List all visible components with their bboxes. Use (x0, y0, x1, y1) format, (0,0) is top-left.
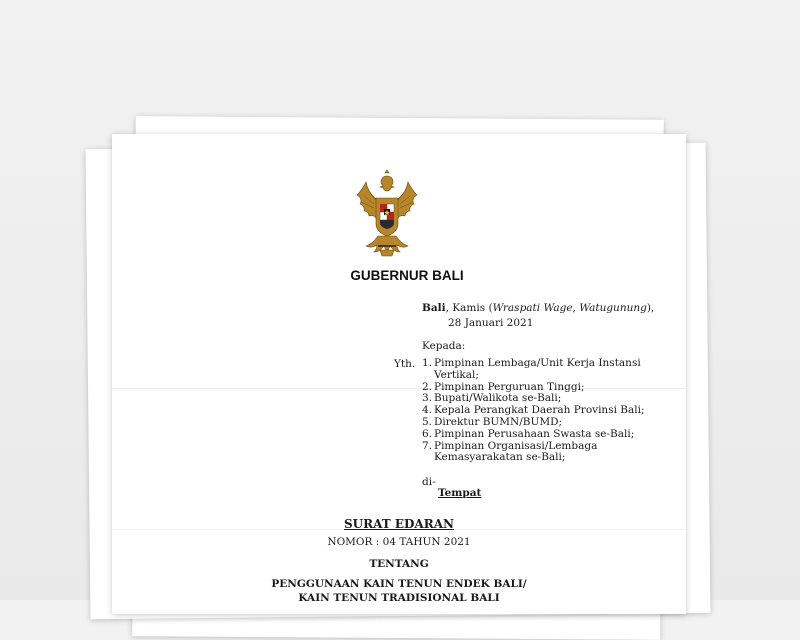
item-text: Pimpinan Perusahaan Swasta se-Bali; (434, 427, 635, 440)
garuda-emblem-icon (356, 170, 418, 262)
list-item (422, 441, 645, 465)
circular-about: TENTANG (369, 558, 429, 570)
circular-subject-line-2: KAIN TENUN TRADISIONAL BALI (298, 592, 500, 604)
circular-title: SURAT EDARAN (344, 517, 454, 531)
date-suffix: ), (646, 302, 655, 314)
item-text: Pimpinan Lembaga/Unit Kerja Instansi (434, 357, 641, 369)
item-number: 7. (422, 439, 433, 452)
tempat-label: Tempat (438, 487, 482, 499)
place-name: Bali (422, 302, 446, 314)
item-number: 1. (422, 357, 433, 369)
kepada-label: Kepada: (422, 340, 466, 352)
item-number: 2. (422, 380, 433, 393)
recipient-list (422, 358, 645, 464)
item-text: Pimpinan Perguruan Tinggi; (434, 380, 585, 393)
letterhead-title: GUBERNUR BALI (350, 268, 464, 283)
date-prefix: , Kamis ( (445, 302, 493, 314)
date-line-2: 28 Januari 2021 (448, 317, 534, 329)
yth-label: Yth. (394, 358, 416, 370)
item-text: Kemasyarakatan se-Bali; (434, 451, 566, 464)
item-text: Pimpinan Organisasi/Lembaga (434, 439, 598, 452)
item-number: 4. (422, 404, 433, 417)
item-text: Direktur BUMN/BUMD; (434, 415, 563, 428)
document-page (112, 134, 686, 614)
balinese-day-note: Wraspati Wage, Watugunung (492, 302, 647, 314)
item-number: 6. (422, 427, 433, 440)
date-line-1 (422, 302, 654, 314)
circular-number: NOMOR : 04 TAHUN 2021 (327, 536, 471, 548)
list-item (422, 358, 645, 382)
item-text: Bupati/Walikota se-Bali; (434, 392, 562, 405)
di-label: di- (422, 476, 436, 488)
item-text: Kepala Perangkat Daerah Provinsi Bali; (434, 404, 645, 417)
circular-subject-line-1: PENGGUNAAN KAIN TENUN ENDEK BALI/ (271, 578, 527, 590)
item-text: Vertikal; (434, 368, 479, 381)
item-number: 5. (422, 415, 433, 428)
item-number: 3. (422, 392, 433, 405)
